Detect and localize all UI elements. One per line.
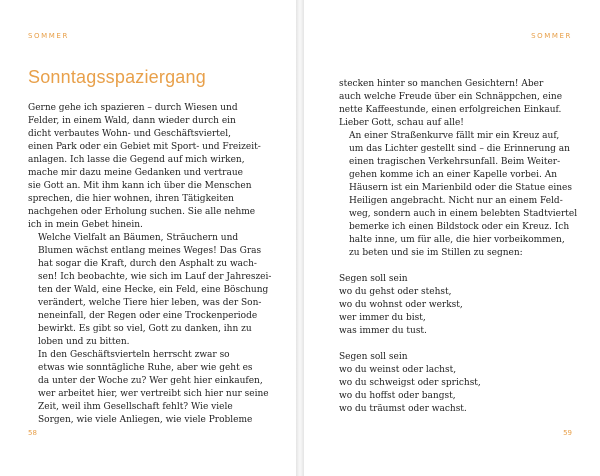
verse-stanza: [339, 351, 589, 416]
book-gutter: [296, 0, 304, 476]
paragraph: [28, 349, 290, 427]
text-line: mache mir dazu meine Gedanken und vertraue: [28, 168, 243, 178]
text-line: verändert, welche Tiere hier leben, was der Son-: [38, 298, 262, 308]
left-page: [0, 0, 296, 476]
text-line: Zeit, weil ihm Gesellschaft fehlt? Wie viele: [38, 402, 233, 412]
text-line: nette Kaffeestunde, einen erfolgreichen Einkauf.: [339, 105, 562, 115]
verse-line: Segen soll sein: [339, 274, 408, 284]
page-number: 58: [28, 429, 37, 437]
paragraph: [28, 102, 290, 232]
text-line: Lieber Gott, schau auf alle!: [339, 118, 464, 128]
text-line: neneinfall, der Regen oder eine Trockenperiode: [38, 311, 258, 321]
verse-line: Segen soll sein: [339, 352, 408, 362]
text-line: ten der Wald, eine Hecke, ein Feld, eine Böschung: [38, 285, 269, 295]
text-line: loben und zu bitten.: [38, 337, 130, 347]
paragraph: [339, 130, 589, 260]
verse-line: wo du weinst oder lachst,: [339, 365, 457, 375]
text-line: etwas wie sonntägliche Ruhe, aber wie geht es: [38, 363, 253, 373]
text-line: da unter der Woche zu? Wer geht hier einkaufen,: [38, 376, 263, 386]
text-line: sie Gott an. Mit ihm kann ich über die Menschen: [28, 181, 252, 191]
page-number: 59: [563, 429, 572, 437]
running-head: SOMMER: [28, 32, 69, 40]
text-line: einen Park oder ein Gebiet mit Sport- und Freizeit-: [28, 142, 261, 152]
text-line: nachgehen oder Erholung suchen. Sie alle nehme: [28, 207, 256, 217]
running-head: SOMMER: [531, 32, 572, 40]
text-line: Felder, in einem Wald, dann wieder durch ein: [28, 116, 236, 126]
text-line: bewirkt. Es gibt so viel, Gott zu danken, ihn zu: [38, 324, 252, 334]
verse-line: wo du schweigst oder sprichst,: [339, 378, 481, 388]
text-line: Sorgen, wie viele Anliegen, wie viele Probleme: [38, 415, 253, 425]
text-line: dicht verbautes Wohn- und Geschäftsviertel,: [28, 129, 231, 139]
verse-line: wer immer du bist,: [339, 313, 426, 323]
text-line: Häusern ist ein Marienbild oder die Statue eines: [349, 183, 572, 193]
text-line: Blumen wächst entlang meines Weges! Das Gras: [38, 246, 262, 256]
text-line: An einer Straßenkurve fällt mir ein Kreuz auf,: [349, 131, 560, 141]
text-line: sprechen, die hier wohnen, ihren Tätigkeiten: [28, 194, 234, 204]
verse-line: was immer du tust.: [339, 326, 427, 336]
verse-line: wo du träumst oder wachst.: [339, 404, 467, 414]
text-line: halte inne, um für alle, die hier vorbeikommen,: [349, 235, 565, 245]
text-line: gehen komme ich an einer Kapelle vorbei. An: [349, 170, 557, 180]
text-line: sen! Ich beobachte, wie sich im Lauf der Jahreszei-: [38, 272, 272, 282]
text-line: anlagen. Ich lasse die Gegend auf mich wirken,: [28, 155, 245, 165]
chapter-title: Sonntagsspaziergang: [28, 67, 206, 87]
text-line: hat sogar die Kraft, durch den Asphalt zu wach-: [38, 259, 257, 269]
text-line: Gerne gehe ich spazieren – durch Wiesen und: [28, 103, 238, 113]
text-line: Welche Vielfalt an Bäumen, Sträuchern und: [38, 233, 239, 243]
text-line: Heiligen angebracht. Nicht nur an einem Feld-: [349, 196, 563, 206]
text-line: weg, sondern auch in einem belebten Stadtviertel: [349, 209, 578, 219]
verse-line: wo du wohnst oder werkst,: [339, 300, 463, 310]
paragraph: [339, 78, 589, 130]
verse-line: wo du hoffst oder bangst,: [339, 391, 456, 401]
text-line: In den Geschäftsvierteln herrscht zwar so: [38, 350, 230, 360]
text-line: bemerke ich einen Bildstock oder ein Kreuz. Ich: [349, 222, 570, 232]
paragraph: [28, 232, 290, 349]
text-line: zu beten und sie im Stillen zu segnen:: [349, 248, 523, 258]
text-line: um das Lichter gestellt sind – die Erinnerung an: [349, 144, 570, 154]
text-line: ich in mein Gebet hinein.: [28, 220, 143, 230]
text-line: stecken hinter so manchen Gesichtern! Aber: [339, 79, 544, 89]
verse-stanza: [339, 273, 589, 338]
text-line: einen tragischen Verkehrsunfall. Beim Weiter-: [349, 157, 561, 167]
body-text: [339, 78, 589, 416]
right-page: [304, 0, 600, 476]
text-line: auch welche Freude über ein Schnäppchen, eine: [339, 92, 563, 102]
body-text: [28, 102, 290, 427]
verse-line: wo du gehst oder stehst,: [339, 287, 452, 297]
text-line: wer arbeitet hier, wer vertreibt sich hier nur seine: [38, 389, 269, 399]
